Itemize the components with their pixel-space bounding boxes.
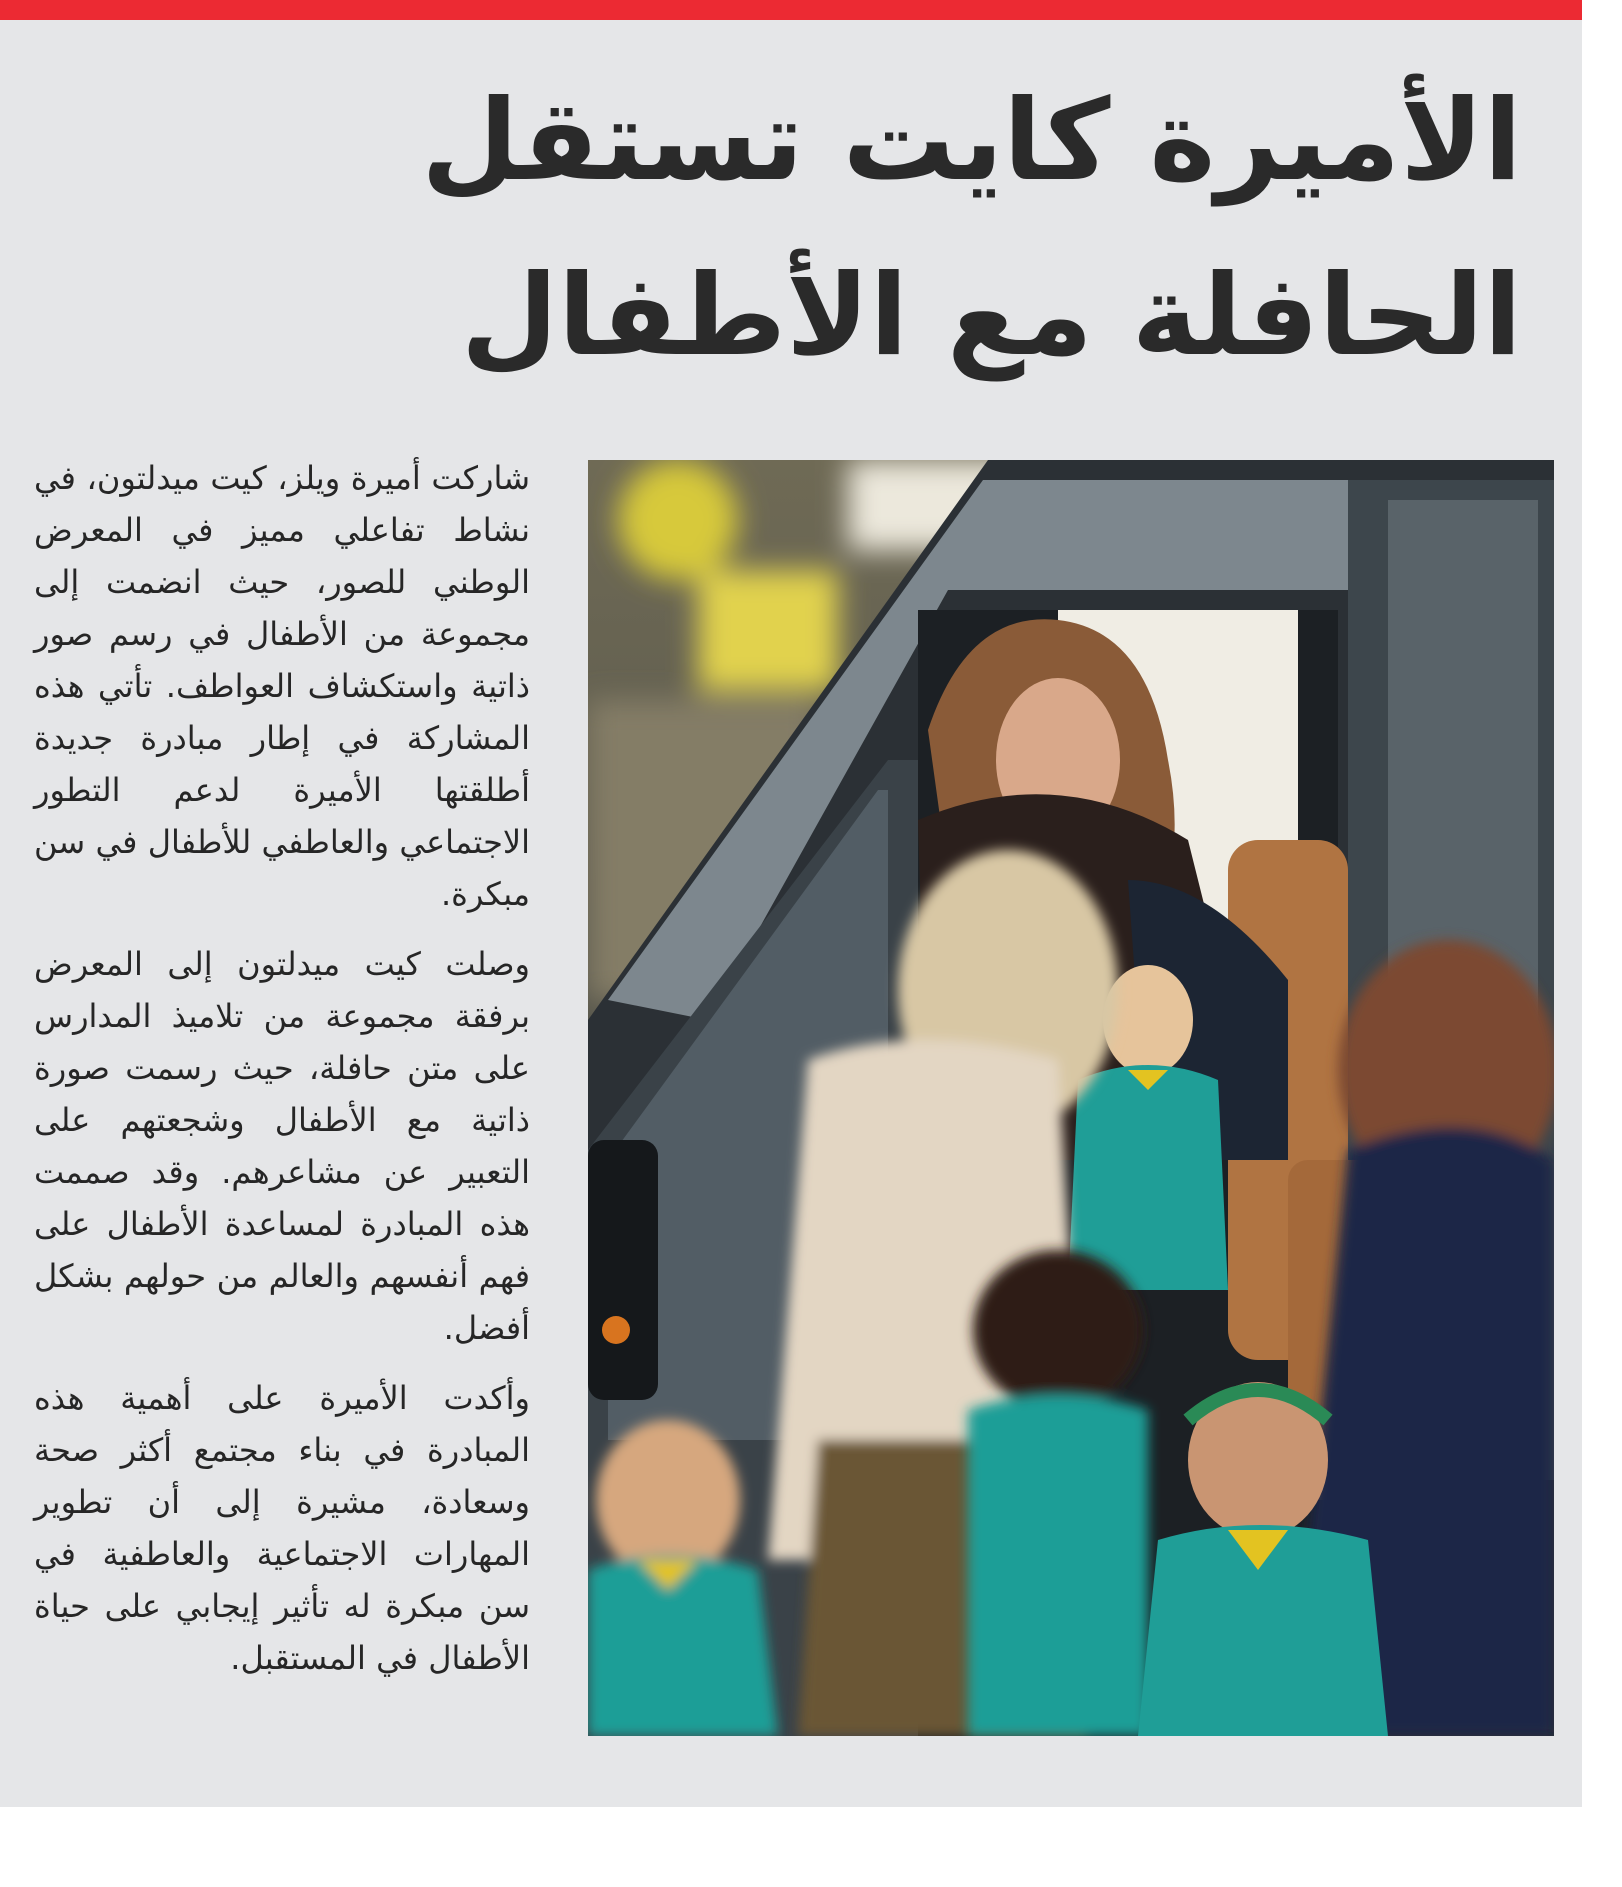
paragraph-3: وأكدت الأميرة على أهمية هذه المبادرة في بناء مجتمع أكثر صحة وسعادة، مشيرة إلى أن تطوير المهارات الاجتماعية والعاطفية في سن مبكرة له تأثير إيجابي على حياة الأطفال في المستقبل.	[34, 1379, 530, 1677]
accent-bar	[0, 0, 1582, 20]
headline-line-2: الحافلة مع الأطفال	[460, 251, 1522, 381]
article-body	[34, 452, 530, 1702]
article-photo	[588, 460, 1554, 1736]
paragraph-1: شاركت أميرة ويلز، كيت ميدلتون، في نشاط تفاعلي مميز في المعرض الوطني للصور، حيث انضمت إلى مجموعة من الأطفال في رسم صور ذاتية واستكشاف العواطف. تأتي هذه المشاركة في إطار مبادرة جديدة أطلقتها الأميرة لدعم التطور الاجتماعي والعاطفي للأطفال في سن مبكرة.	[34, 459, 530, 913]
headline-line-1: الأميرة كايت تستقل	[421, 76, 1522, 206]
paragraph-2: وصلت كيت ميدلتون إلى المعرض برفقة مجموعة من تلاميذ المدارس على متن حافلة، حيث رسمت صورة ذاتية مع الأطفال وشجعتهم على التعبير عن مشاعرهم. وقد صممت هذه المبادرة لمساعدة الأطفال على فهم أنفسهم والعالم من حولهم بشكل أفضل.	[34, 945, 530, 1347]
